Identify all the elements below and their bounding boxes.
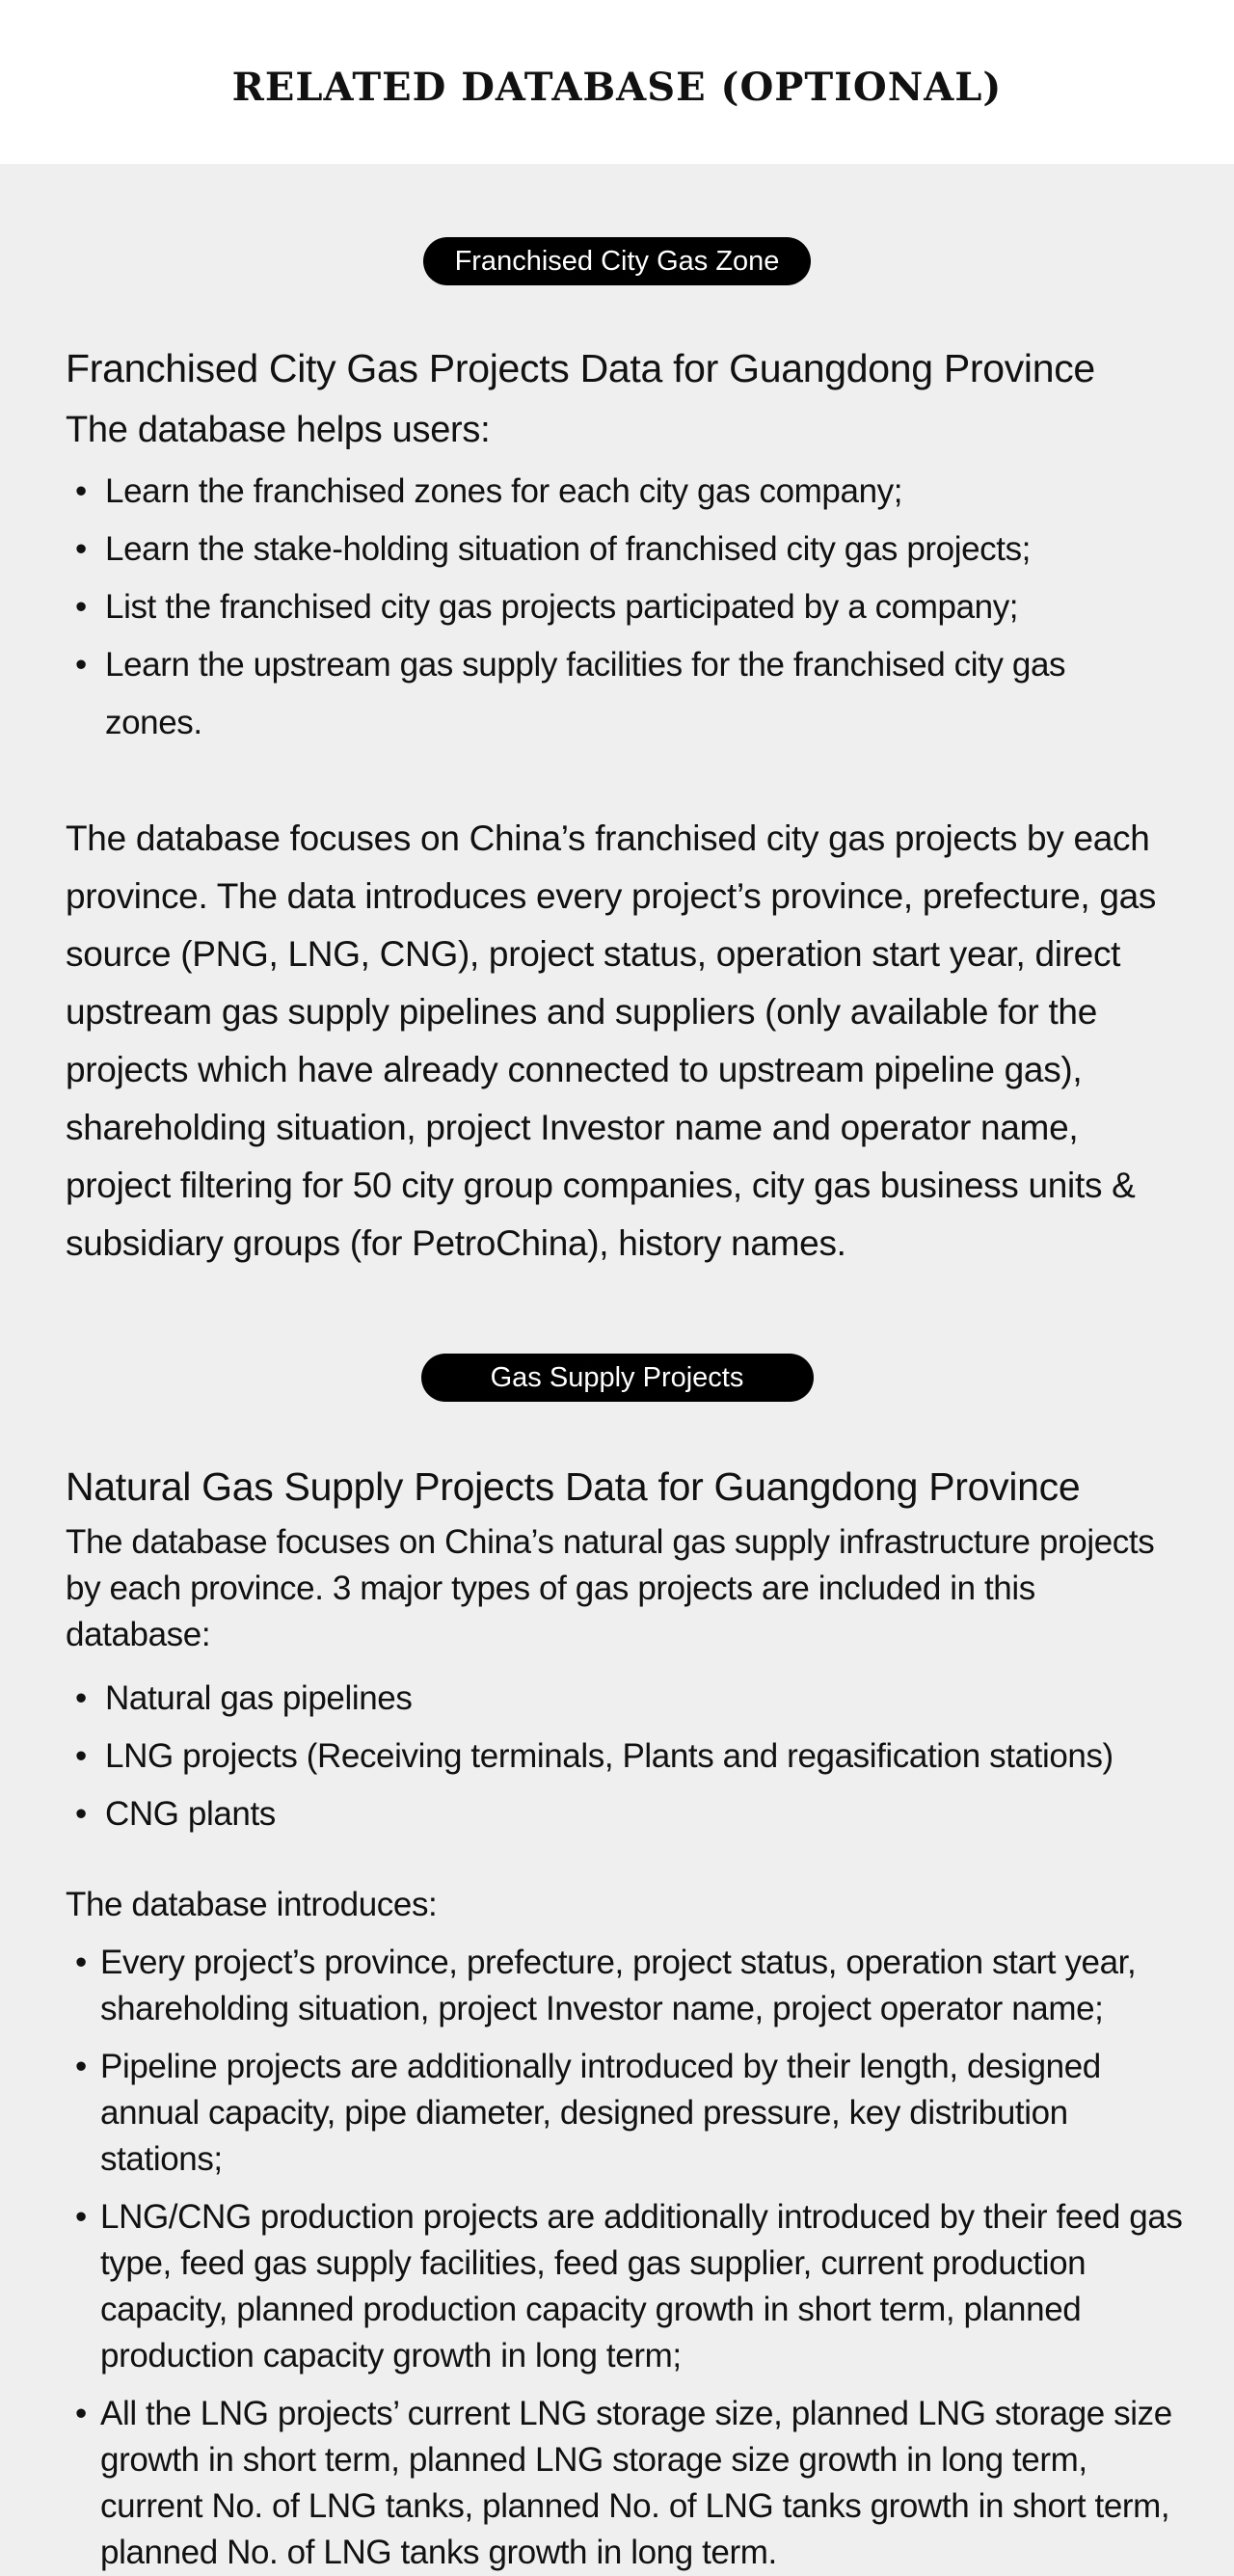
list-item: • CNG plants	[66, 1785, 1168, 1843]
list-item: • LNG projects (Receiving terminals, Plants and regasification stations)	[66, 1728, 1168, 1785]
section2-badge-row	[66, 1273, 1168, 1402]
list-item: • List the franchised city gas projects participated by a company;	[66, 578, 1168, 636]
page-header	[0, 0, 1234, 164]
franchised-city-gas-zone-badge: Franchised City Gas Zone	[423, 237, 811, 285]
section1-lead: The database helps users:	[66, 410, 491, 450]
list-item: • Learn the upstream gas supply facilities for the franchised city gas zones.	[66, 636, 1168, 752]
gas-supply-projects-badge: Gas Supply Projects	[421, 1354, 814, 1402]
list-item: • All the LNG projects’ current LNG storage size, planned LNG storage size growth in short term, planned LNG storage size growth in long term, current No. of LNG tanks, planned No. of LNG tanks growth in short term, planned No. of LNG tanks growth in long term.	[66, 2391, 1184, 2576]
section1-bullet-list	[66, 463, 1168, 752]
list-item: • Pipeline projects are additionally introduced by their length, designed annual capacity, pipe diameter, designed pressure, key distribution stations;	[66, 2044, 1184, 2183]
list-item: • Every project’s province, prefecture, project status, operation start year, shareholding situation, project Investor name, project operator name;	[66, 1940, 1184, 2032]
main-content	[0, 164, 1234, 2576]
list-item: • LNG/CNG production projects are additionally introduced by their feed gas type, feed gas supply facilities, feed gas supplier, current production capacity, planned production capacity growth in short term, planned production capacity growth in long term;	[66, 2194, 1184, 2379]
section2-title: Natural Gas Supply Projects Data for Guangdong Province	[66, 1464, 1081, 1509]
section2-introduces-list	[66, 1940, 1183, 2576]
list-item: • Learn the stake-holding situation of franchised city gas projects;	[66, 521, 1168, 578]
list-item: • Learn the franchised zones for each city gas company;	[66, 463, 1168, 521]
page-title: RELATED DATABASE (OPTIONAL)	[231, 64, 1003, 110]
section1-title: Franchised City Gas Projects Data for Guangdong Province	[66, 346, 1095, 390]
section1-badge-row	[66, 164, 1168, 285]
section2-types-list	[66, 1670, 1168, 1843]
section2-intro: The database focuses on China’s natural gas supply infrastructure projects by each province. 3 major types of gas projects are included in this database:	[66, 1523, 1155, 1653]
list-item: • Natural gas pipelines	[66, 1670, 1168, 1728]
section2-introduces-label: The database introduces:	[66, 1886, 438, 1923]
section1-description: The database focuses on China’s franchised city gas projects by each province. The data introduces every project’s province, prefecture, gas source (PNG, LNG, CNG), project status, operation start year, direct upstream gas supply pipelines and suppliers (only available for the projects which have already connected to upstream pipeline gas), shareholding situation, project Investor name and operator name, project filtering for 50 city group companies, city gas business units & subsidiary groups (for PetroChina), history names.	[66, 818, 1157, 1263]
